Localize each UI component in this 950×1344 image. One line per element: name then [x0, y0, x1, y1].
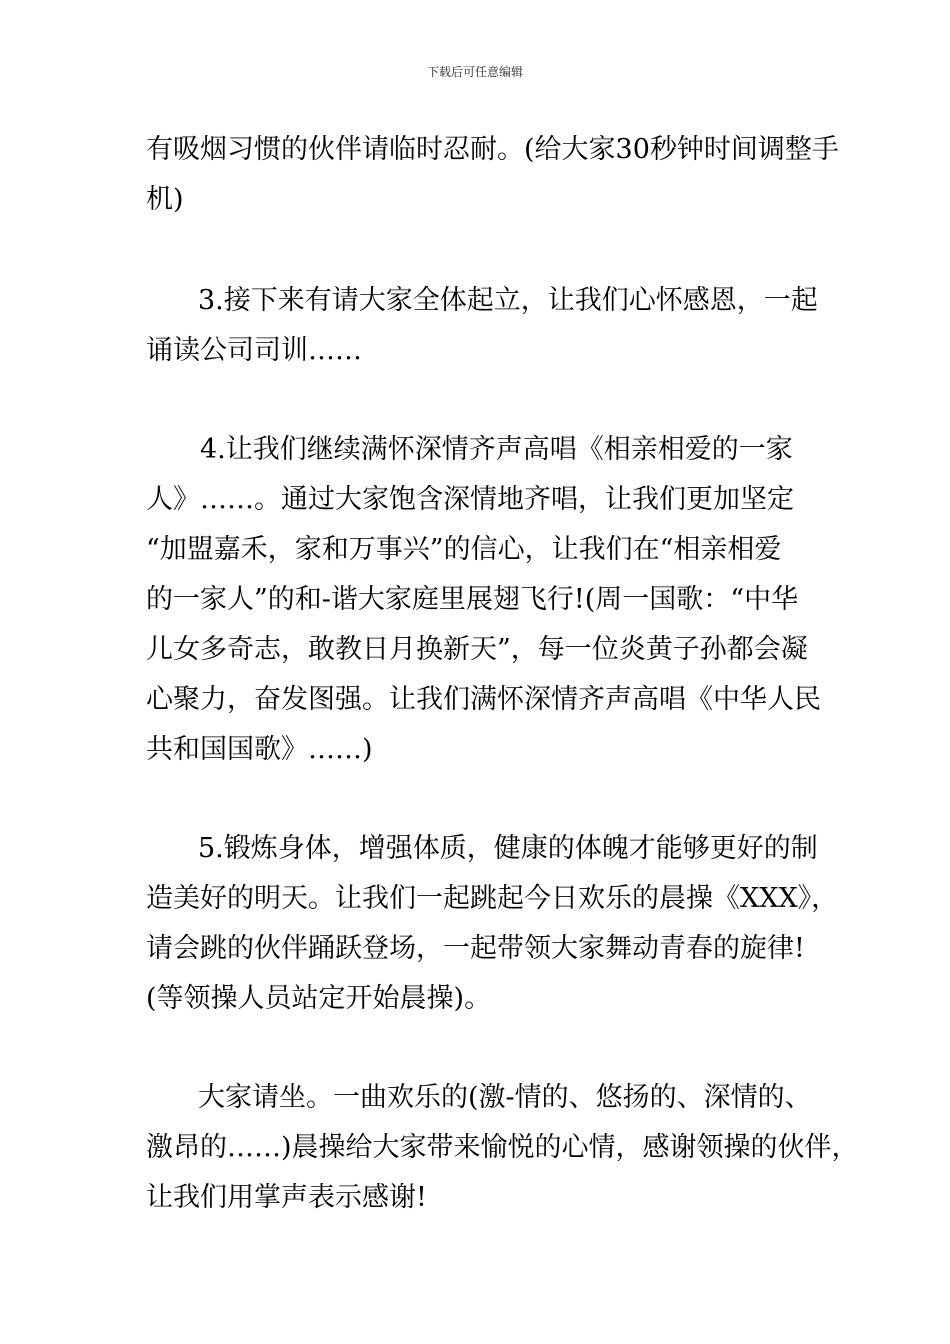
paragraph-line: 心聚力，奋发图强。让我们满怀深情齐声高唱《中华人民 [146, 684, 821, 715]
paragraph-line: “加盟嘉禾，家和万事兴”的信心，让我们在“相亲相爱 [146, 534, 782, 565]
paragraph-line: 机) [146, 184, 184, 215]
paragraph-line: 请会跳的伙伴踊跃登场，一起带领大家舞动青春的旋律! [146, 933, 805, 964]
paragraph-line: 的一家人”的和-谐大家庭里展翅飞行!(周一国歌：“中华 [146, 584, 799, 615]
paragraph-line: 共和国国歌》……) [146, 734, 373, 765]
paragraph-line: (等领操人员站定开始晨操)。 [146, 983, 492, 1014]
paragraph-line: 大家请坐。一曲欢乐的(激-情的、悠扬的、深情的、 [198, 1082, 812, 1113]
page-header-note: 下载后可任意编辑 [426, 65, 523, 79]
paragraph-line: 有吸烟习惯的伙伴请临时忍耐。(给大家30秒钟时间调整手 [146, 134, 839, 165]
paragraph-line: 儿女多奇志，敢教日月换新天”，每一位炎黄子孙都会凝 [146, 634, 808, 665]
paragraph-line: 5.锻炼身体，增强体质，健康的体魄才能够更好的制 [198, 833, 818, 864]
paragraph-line: 3.接下来有请大家全体起立，让我们心怀感恩，一起 [198, 285, 818, 316]
paragraph-line: 激昂的……)晨操给大家带来愉悦的心情，感谢领操的伙伴， [146, 1132, 859, 1163]
paragraph-line: 让我们用掌声表示感谢! [146, 1182, 427, 1213]
paragraph-line: 4.让我们继续满怀深情齐声高唱《相亲相爱的一家 [200, 434, 793, 465]
paragraph-line: 人》……。通过大家饱含深情地齐唱，让我们更加坚定 [146, 484, 794, 515]
paragraph-line: 诵读公司司训…… [146, 335, 362, 366]
paragraph-line: 造美好的明天。让我们一起跳起今日欢乐的晨操《XXX》， [146, 883, 839, 914]
